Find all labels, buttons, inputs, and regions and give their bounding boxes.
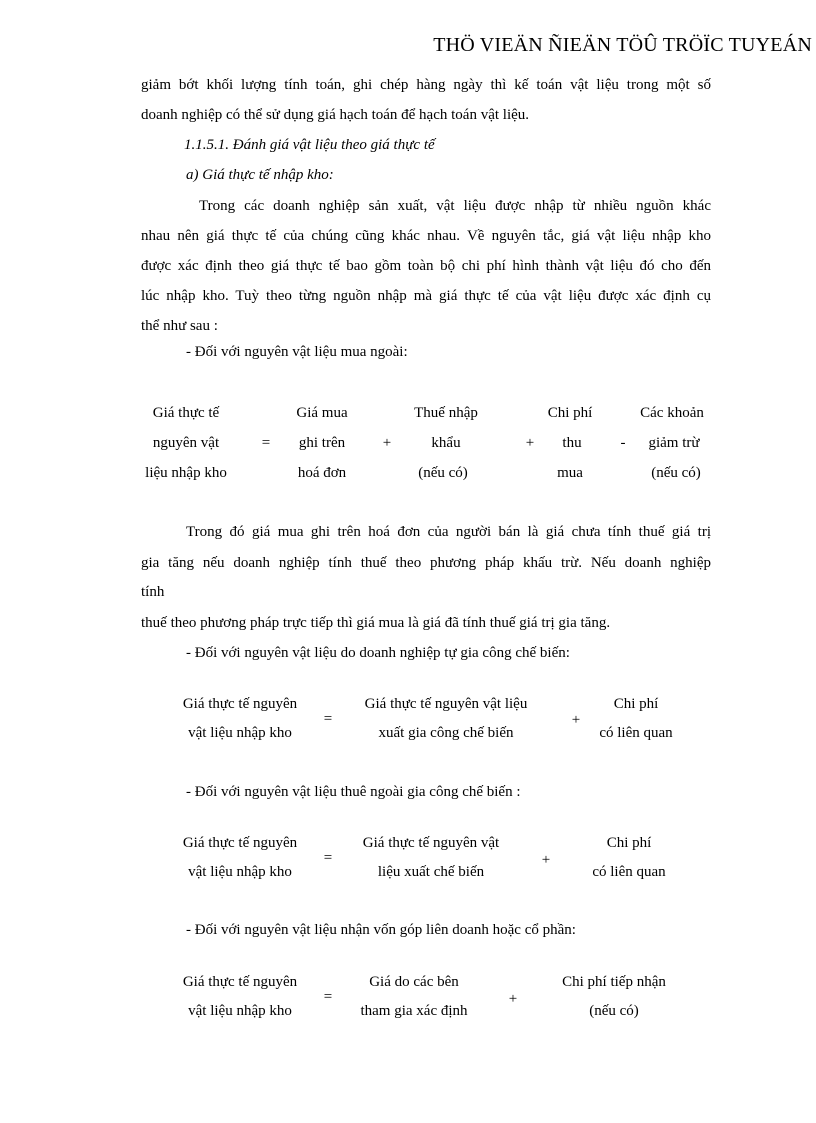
paragraph-line: được xác định theo giá thực tế bao gồm toàn bộ chi phí hình thành vật liệu đó cho đến (141, 258, 711, 274)
plus-sign: + (508, 991, 518, 1007)
paragraph-line: thuế theo phương pháp trực tiếp thì giá mua là giá đã tính thuế giá trị gia tăng. (141, 615, 611, 631)
equals-sign: = (323, 711, 333, 727)
formula-term: (nếu có) (418, 465, 468, 481)
formula-term: mua (557, 465, 583, 481)
paragraph-line: giảm bớt khối lượng tính toán, ghi chép hàng ngày thì kế toán vật liệu trong một số (141, 77, 711, 93)
formula-term: giảm trừ (648, 435, 700, 451)
equals-sign: = (323, 850, 333, 866)
plus-sign: + (571, 712, 581, 728)
formula-term: Giá thực tế nguyên (182, 974, 298, 990)
formula-term: Chi phí (606, 835, 652, 851)
formula-term: Giá mua (296, 405, 348, 421)
plus-sign: + (382, 435, 392, 451)
formula-term: ghi trên (298, 435, 346, 451)
formula-term: liệu xuất chế biến (377, 864, 485, 880)
formula-term: Chi phí tiếp nhận (562, 974, 666, 990)
formula-term: Giá thực tế nguyên vật liệu (364, 696, 528, 712)
formula-term: tham gia xác định (360, 1003, 468, 1019)
formula-term: Giá do các bên (369, 974, 459, 990)
paragraph-line: lúc nhập kho. Tuỳ theo từng nguồn nhập mà giá thực tế của vật liệu được xác định cụ (141, 288, 711, 304)
formula-term: Chi phí (547, 405, 593, 421)
formula-term: vật liệu nhập kho (188, 725, 292, 741)
formula-term: vật liệu nhập kho (188, 864, 292, 880)
section-heading: 1.1.5.1. Đánh giá vật liệu theo giá thực tế (184, 137, 435, 153)
paragraph-line: nhau nên giá thực tế của chúng cũng khác nhau. Về nguyên tắc, giá vật liệu nhập kho (141, 228, 711, 244)
plus-sign: + (541, 852, 551, 868)
formula-term: (nếu có) (651, 465, 701, 481)
paragraph-line: Trong đó giá mua ghi trên hoá đơn của người bán là giá chưa tính thuế giá trị (186, 524, 711, 540)
equals-sign: = (261, 435, 271, 451)
bullet-item: - Đối với nguyên vật liệu do doanh nghiệp tự gia công chế biến: (186, 645, 570, 661)
bullet-item: - Đối với nguyên vật liệu thuê ngoài gia công chế biến : (186, 784, 521, 800)
formula-term: Các khoản (640, 405, 704, 421)
paragraph-line: Trong các doanh nghiệp sản xuất, vật liệu được nhập từ nhiều nguồn khác (199, 198, 711, 214)
formula-term: Giá thực tế nguyên (182, 835, 298, 851)
page-header: THÖ VIEÄN ÑIEÄN TÖÛ TRÖÏC TUYEÁN (433, 34, 812, 56)
minus-sign: - (620, 435, 626, 451)
equals-sign: = (323, 989, 333, 1005)
formula-term: nguyên vật (152, 435, 220, 451)
subsection-heading: a) Giá thực tế nhập kho: (186, 167, 334, 183)
formula-term: xuất gia công chế biến (378, 725, 514, 741)
formula-term: khẩu (431, 435, 461, 451)
formula-term: có liên quan (592, 864, 666, 880)
formula-term: (nếu có) (589, 1003, 639, 1019)
formula-term: có liên quan (599, 725, 673, 741)
formula-term: hoá đơn (297, 465, 347, 481)
paragraph-line: tính (141, 584, 165, 600)
formula-term: Giá thực tế nguyên (182, 696, 298, 712)
plus-sign: + (525, 435, 535, 451)
formula-term: vật liệu nhập kho (188, 1003, 292, 1019)
formula-term: thu (562, 435, 582, 451)
paragraph-line: gia tăng nếu doanh nghiệp tính thuế theo phương pháp khấu trừ. Nếu doanh nghiệp (141, 555, 711, 571)
paragraph-line: thể như sau : (141, 318, 218, 334)
formula-term: Chi phí (613, 696, 659, 712)
formula-term: Thuế nhập (414, 405, 478, 421)
formula-term: liệu nhập kho (145, 465, 227, 481)
formula-term: Giá thực tế nguyên vật (362, 835, 500, 851)
paragraph-line: doanh nghiệp có thể sử dụng giá hạch toán để hạch toán vật liệu. (141, 107, 530, 123)
formula-term: Giá thực tế (152, 405, 220, 421)
bullet-item: - Đối với nguyên vật liệu nhận vốn góp liên doanh hoặc cổ phần: (186, 922, 576, 938)
bullet-item: - Đối với nguyên vật liệu mua ngoài: (186, 344, 408, 360)
